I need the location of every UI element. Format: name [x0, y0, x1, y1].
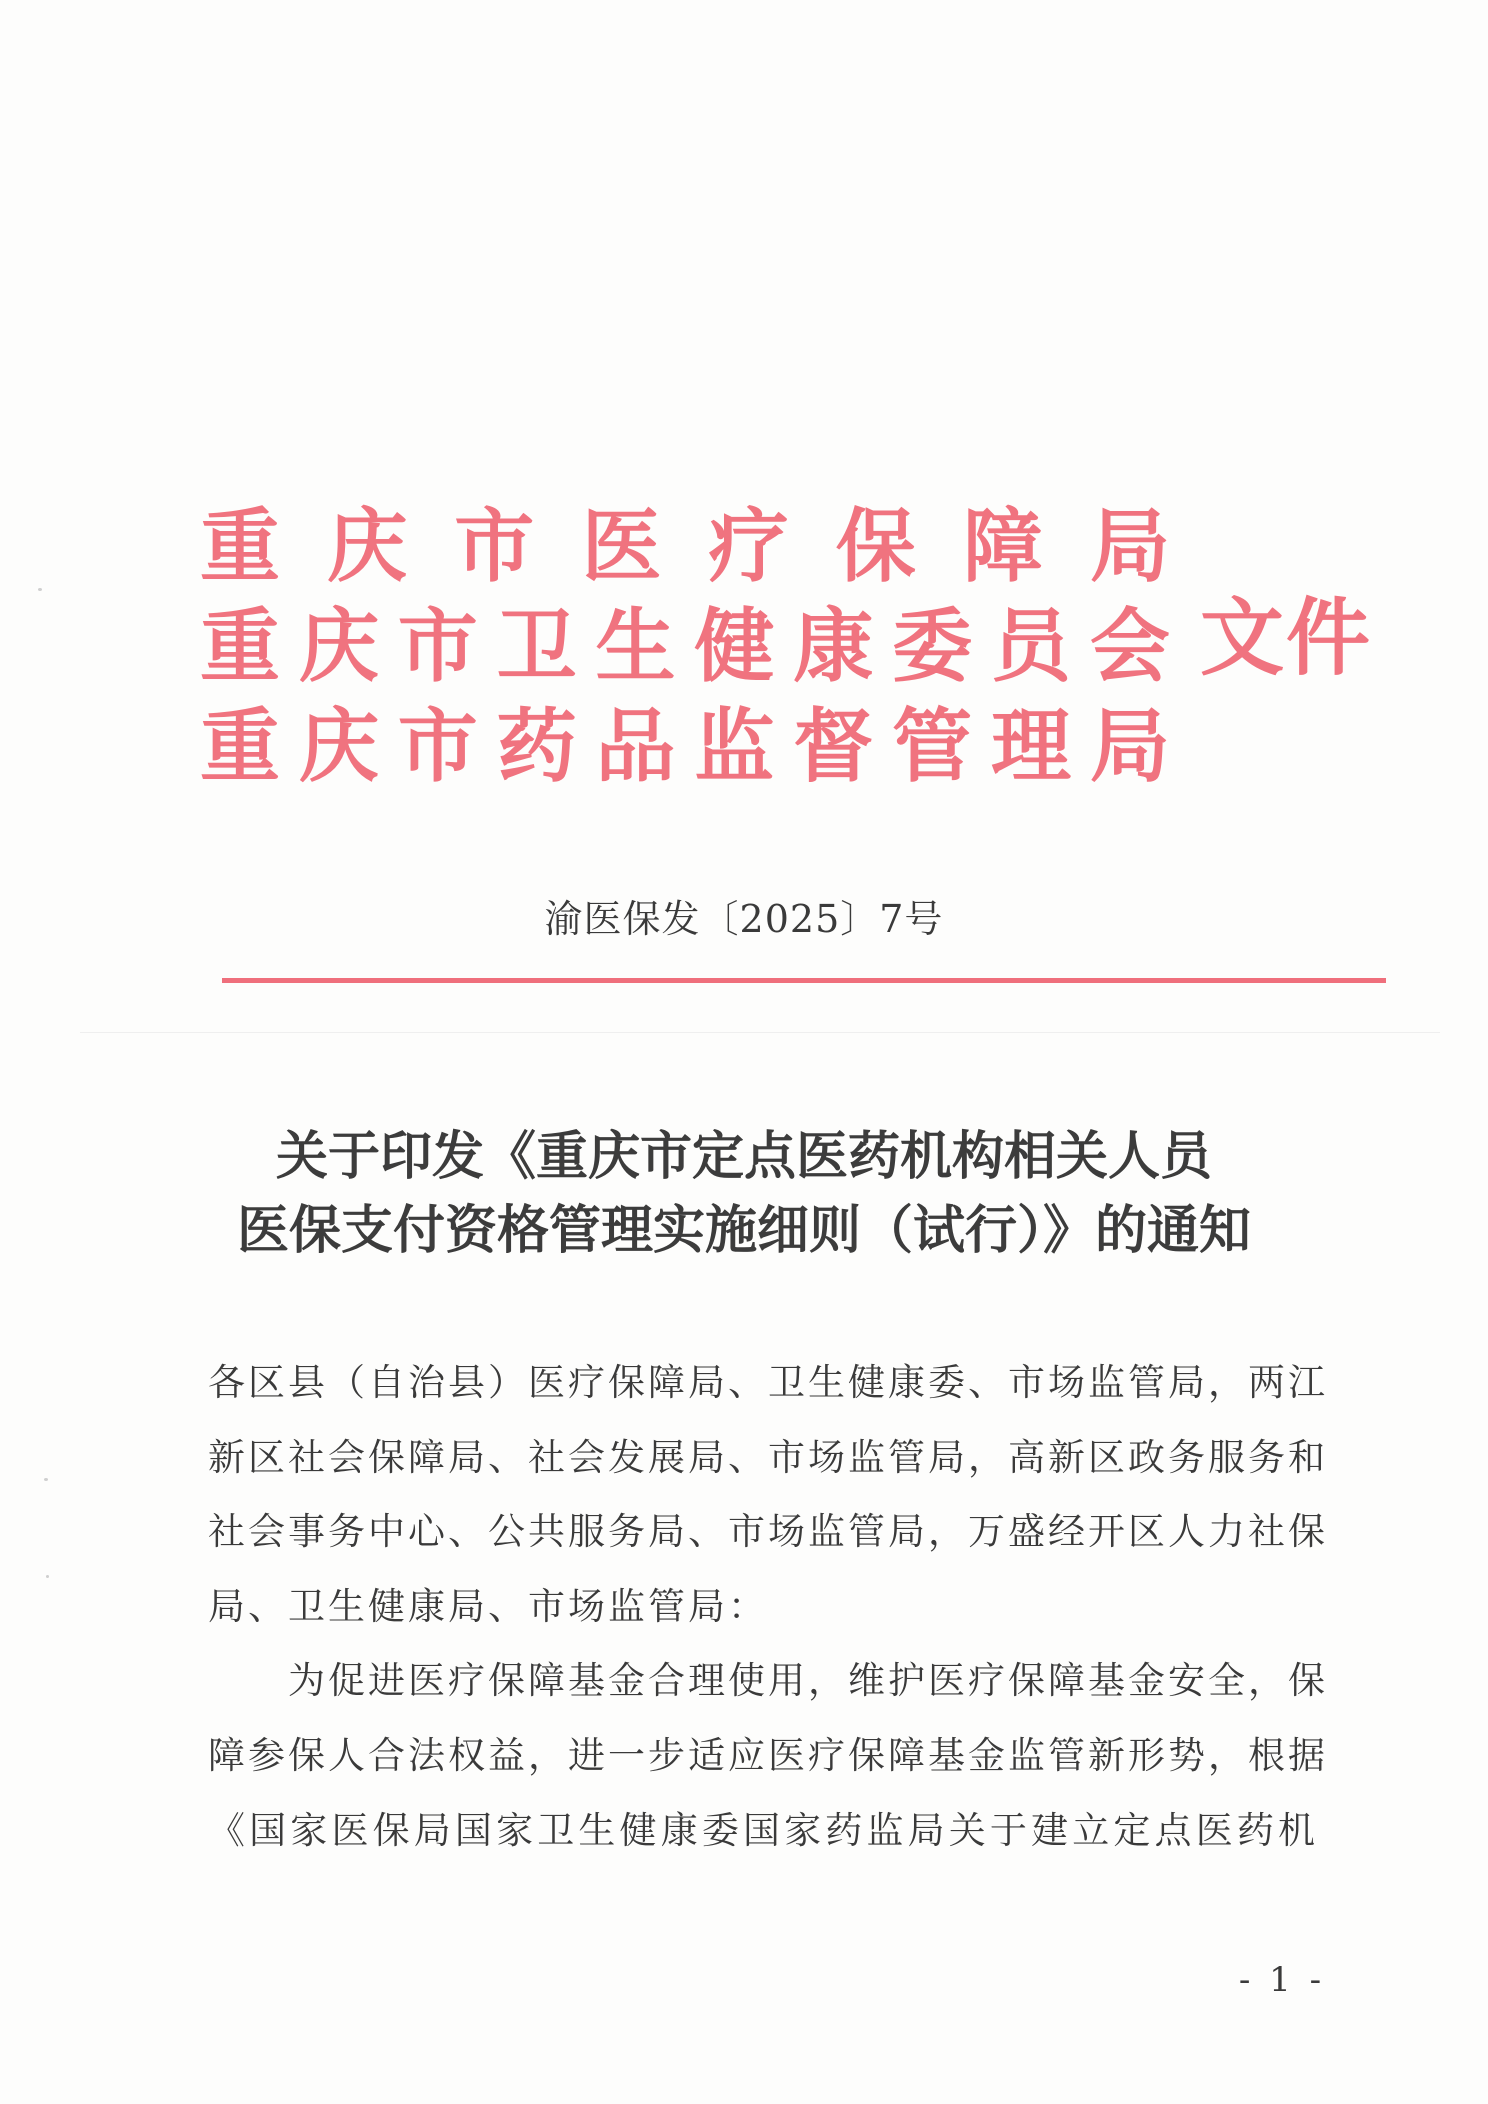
scan-speck: [44, 1478, 48, 1481]
issuer-char: 市: [397, 599, 478, 693]
issuer-char: 员: [991, 599, 1071, 693]
scan-fold-line: [80, 1032, 1440, 1033]
addressee-line: 新区社会保障局、社会发展局、市场监管局，高新区政务服务和: [208, 1435, 1328, 1479]
issuer-char: 庆: [298, 599, 379, 693]
page-number: - 1 -: [1238, 1960, 1326, 2000]
paragraph-line: 《国家医保局国家卫生健康委国家药监局关于建立定点医药机: [208, 1808, 1318, 1852]
issuer-char: 市: [454, 499, 535, 593]
issuer-char: 康: [793, 599, 874, 693]
title-line-1: 关于印发《重庆市定点医药机构相关人员: [275, 1127, 1212, 1187]
issuer-char: 督: [793, 699, 874, 793]
issuer-char: 庆: [327, 499, 408, 593]
issuer-char: 理: [991, 699, 1071, 793]
issuer-char: 监: [694, 699, 775, 793]
issuer-char: 管: [892, 699, 973, 793]
issuer-line-health-commission: [200, 600, 1170, 692]
document-suffix: 文件: [1200, 588, 1373, 687]
issuer-char: 局: [1089, 699, 1170, 793]
paragraph-line: 为促进医疗保障基金合理使用，维护医疗保障基金安全，保: [288, 1659, 1328, 1703]
issuer-char: 医: [581, 499, 662, 593]
scan-speck: [46, 1575, 49, 1578]
issuer-char: 重: [200, 599, 280, 693]
issuer-char: 保: [835, 499, 916, 593]
addressee-line: 社会事务中心、公共服务局、市场监管局，万盛经开区人力社保: [208, 1510, 1328, 1554]
issuer-char: 生: [595, 599, 676, 693]
document-number: 渝医保发〔2025〕7号: [544, 897, 944, 941]
issuer-char: 卫: [496, 599, 577, 693]
document-title: [0, 1120, 1488, 1268]
issuer-char: 局: [1089, 499, 1170, 593]
document-body: [208, 1346, 1328, 1868]
issuer-char: 品: [595, 699, 676, 793]
issuer-char: 药: [496, 699, 577, 793]
paragraph-line: 障参保人合法权益，进一步适应医疗保障基金监管新形势，根据: [208, 1733, 1328, 1777]
red-separator-line: [222, 978, 1386, 983]
issuer-char: 障: [962, 499, 1043, 593]
issuer-line-drug-administration: [200, 700, 1170, 792]
addressee-line: 各区县（自治县）医疗保障局、卫生健康委、市场监管局，两江: [208, 1361, 1328, 1404]
issuer-char: 市: [397, 699, 478, 793]
issuer-char: 健: [694, 599, 775, 693]
letterhead: [200, 500, 1380, 810]
issuer-line-medical-security-bureau: [200, 500, 1170, 592]
addressee-line: 局、卫生健康局、市场监管局：: [208, 1584, 768, 1628]
title-line-2: 医保支付资格管理实施细则（试行）》的通知: [236, 1201, 1251, 1261]
scan-speck: [38, 588, 42, 591]
issuer-char: 庆: [298, 699, 379, 793]
issuer-char: 委: [892, 599, 973, 693]
issuer-char: 疗: [708, 499, 789, 593]
issuer-char: 重: [200, 499, 280, 593]
issuer-char: 重: [200, 699, 280, 793]
issuer-char: 会: [1089, 599, 1170, 693]
